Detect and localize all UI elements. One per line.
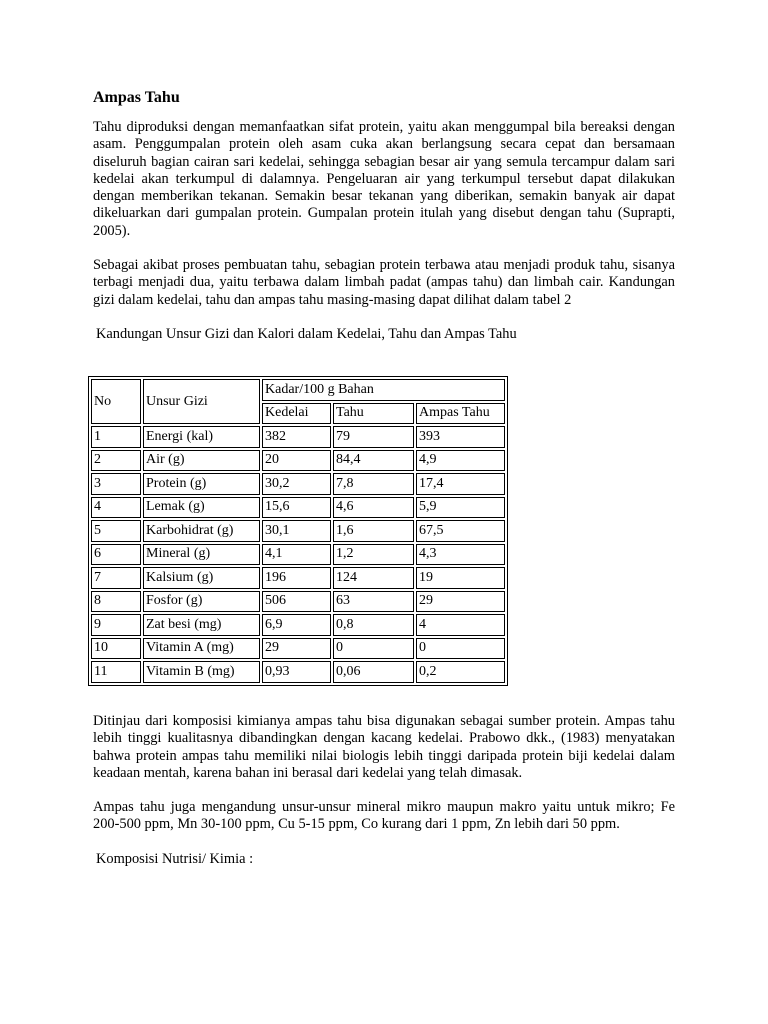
cell-no: 5 xyxy=(91,520,141,542)
table-row xyxy=(91,614,505,636)
cell-kedelai: 382 xyxy=(262,426,331,448)
cell-tahu: 63 xyxy=(333,591,414,613)
cell-tahu: 0,8 xyxy=(333,614,414,636)
cell-ampas-tahu: 5,9 xyxy=(416,497,505,519)
cell-no: 11 xyxy=(91,661,141,683)
table-row xyxy=(91,638,505,660)
cell-unsur-gizi: Protein (g) xyxy=(143,473,260,495)
cell-tahu: 0 xyxy=(333,638,414,660)
cell-no: 3 xyxy=(91,473,141,495)
document-body-lower xyxy=(93,713,675,868)
cell-kedelai: 29 xyxy=(262,638,331,660)
cell-kedelai: 6,9 xyxy=(262,614,331,636)
cell-kedelai: 0,93 xyxy=(262,661,331,683)
cell-no: 1 xyxy=(91,426,141,448)
cell-kedelai: 196 xyxy=(262,567,331,589)
header-kedelai: Kedelai xyxy=(262,403,331,425)
table-row xyxy=(91,426,505,448)
table-row xyxy=(91,497,505,519)
cell-tahu: 4,6 xyxy=(333,497,414,519)
table-row xyxy=(91,450,505,472)
table-row xyxy=(91,473,505,495)
header-unsur-gizi: Unsur Gizi xyxy=(143,379,260,424)
cell-ampas-tahu: 29 xyxy=(416,591,505,613)
cell-no: 2 xyxy=(91,450,141,472)
cell-ampas-tahu: 4,9 xyxy=(416,450,505,472)
cell-no: 4 xyxy=(91,497,141,519)
table-row xyxy=(91,544,505,566)
table-row xyxy=(91,520,505,542)
cell-no: 9 xyxy=(91,614,141,636)
cell-ampas-tahu: 0,2 xyxy=(416,661,505,683)
subheading-komposisi: Komposisi Nutrisi/ Kimia : xyxy=(96,850,254,867)
table-row xyxy=(91,661,505,683)
header-kadar-group: Kadar/100 g Bahan xyxy=(262,379,505,401)
header-no: No xyxy=(91,379,141,424)
cell-tahu: 7,8 xyxy=(333,473,414,495)
cell-unsur-gizi: Energi (kal) xyxy=(143,426,260,448)
nutrition-table xyxy=(88,376,508,686)
cell-tahu: 124 xyxy=(333,567,414,589)
table-row xyxy=(91,591,505,613)
cell-unsur-gizi: Vitamin B (mg) xyxy=(143,661,260,683)
cell-kedelai: 30,1 xyxy=(262,520,331,542)
cell-tahu: 0,06 xyxy=(333,661,414,683)
cell-ampas-tahu: 19 xyxy=(416,567,505,589)
header-ampas-tahu: Ampas Tahu xyxy=(416,403,505,425)
cell-no: 10 xyxy=(91,638,141,660)
cell-unsur-gizi: Mineral (g) xyxy=(143,544,260,566)
cell-tahu: 84,4 xyxy=(333,450,414,472)
table-row xyxy=(91,567,505,589)
cell-kedelai: 506 xyxy=(262,591,331,613)
paragraph-intro: Tahu diproduksi dengan memanfaatkan sifat protein, yaitu akan menggumpal bila bereaksi dengan asam. Penggumpalan protein oleh asam cuka akan berlangsung secara cepat dan bersamaan diseluruh bagian cairan sari kedelai, sehingga sebagian besar air yang semula tercampur dalam sari kedelai akan terkumpul di dalamnya. Pengeluaran air yang terkumpul tersebut dapat dilakukan dengan memberikan tekanan. Semakin besar tekanan yang diberikan, semakin banyak air dapat dikeluarkan dari gumpalan protein. Gumpalan protein itulah yang disebut dengan tahu (Suprapti, 2005). xyxy=(93,119,675,239)
cell-ampas-tahu: 0 xyxy=(416,638,505,660)
cell-ampas-tahu: 4,3 xyxy=(416,544,505,566)
cell-kedelai: 15,6 xyxy=(262,497,331,519)
cell-tahu: 79 xyxy=(333,426,414,448)
cell-tahu: 1,6 xyxy=(333,520,414,542)
paragraph-byproduct: Sebagai akibat proses pembuatan tahu, sebagian protein terbawa atau menjadi produk tahu, sisanya terbagi menjadi dua, yaitu terbawa dalam limbah padat (ampas tahu) dan limbah cair. Kandungan gizi dalam kedelai, tahu dan ampas tahu masing-masing dapat dilihat dalam tabel 2 xyxy=(93,257,675,308)
cell-kedelai: 20 xyxy=(262,450,331,472)
cell-ampas-tahu: 67,5 xyxy=(416,520,505,542)
cell-no: 8 xyxy=(91,591,141,613)
cell-unsur-gizi: Karbohidrat (g) xyxy=(143,520,260,542)
page-title: Ampas Tahu xyxy=(93,89,180,106)
document-body xyxy=(93,88,675,343)
paragraph-composition: Ditinjau dari komposisi kimianya ampas tahu bisa digunakan sebagai sumber protein. Ampas tahu lebih tinggi kualitasnya dibandingkan dengan kacang kedelai. Prabowo dkk., (1983) menyatakan bahwa protein ampas tahu memiliki nilai biologis lebih tinggi daripada protein biji kedelai dalam keadaan mentah, karena bahan ini berasal dari kedelai yang telah dimasak. xyxy=(93,713,675,781)
cell-unsur-gizi: Fosfor (g) xyxy=(143,591,260,613)
cell-no: 7 xyxy=(91,567,141,589)
paragraph-minerals: Ampas tahu juga mengandung unsur-unsur mineral mikro maupun makro yaitu untuk mikro; Fe 200-500 ppm, Mn 30-100 ppm, Cu 5-15 ppm, Co kurang dari 1 ppm, Zn lebih dari 50 ppm. xyxy=(93,799,675,833)
cell-tahu: 1,2 xyxy=(333,544,414,566)
header-tahu: Tahu xyxy=(333,403,414,425)
cell-kedelai: 30,2 xyxy=(262,473,331,495)
cell-no: 6 xyxy=(91,544,141,566)
cell-ampas-tahu: 17,4 xyxy=(416,473,505,495)
cell-unsur-gizi: Zat besi (mg) xyxy=(143,614,260,636)
cell-unsur-gizi: Kalsium (g) xyxy=(143,567,260,589)
table-header-row xyxy=(91,379,505,401)
cell-kedelai: 4,1 xyxy=(262,544,331,566)
cell-unsur-gizi: Vitamin A (mg) xyxy=(143,638,260,660)
cell-ampas-tahu: 4 xyxy=(416,614,505,636)
cell-unsur-gizi: Lemak (g) xyxy=(143,497,260,519)
cell-ampas-tahu: 393 xyxy=(416,426,505,448)
table-caption: Kandungan Unsur Gizi dan Kalori dalam Kedelai, Tahu dan Ampas Tahu xyxy=(96,325,517,342)
cell-unsur-gizi: Air (g) xyxy=(143,450,260,472)
